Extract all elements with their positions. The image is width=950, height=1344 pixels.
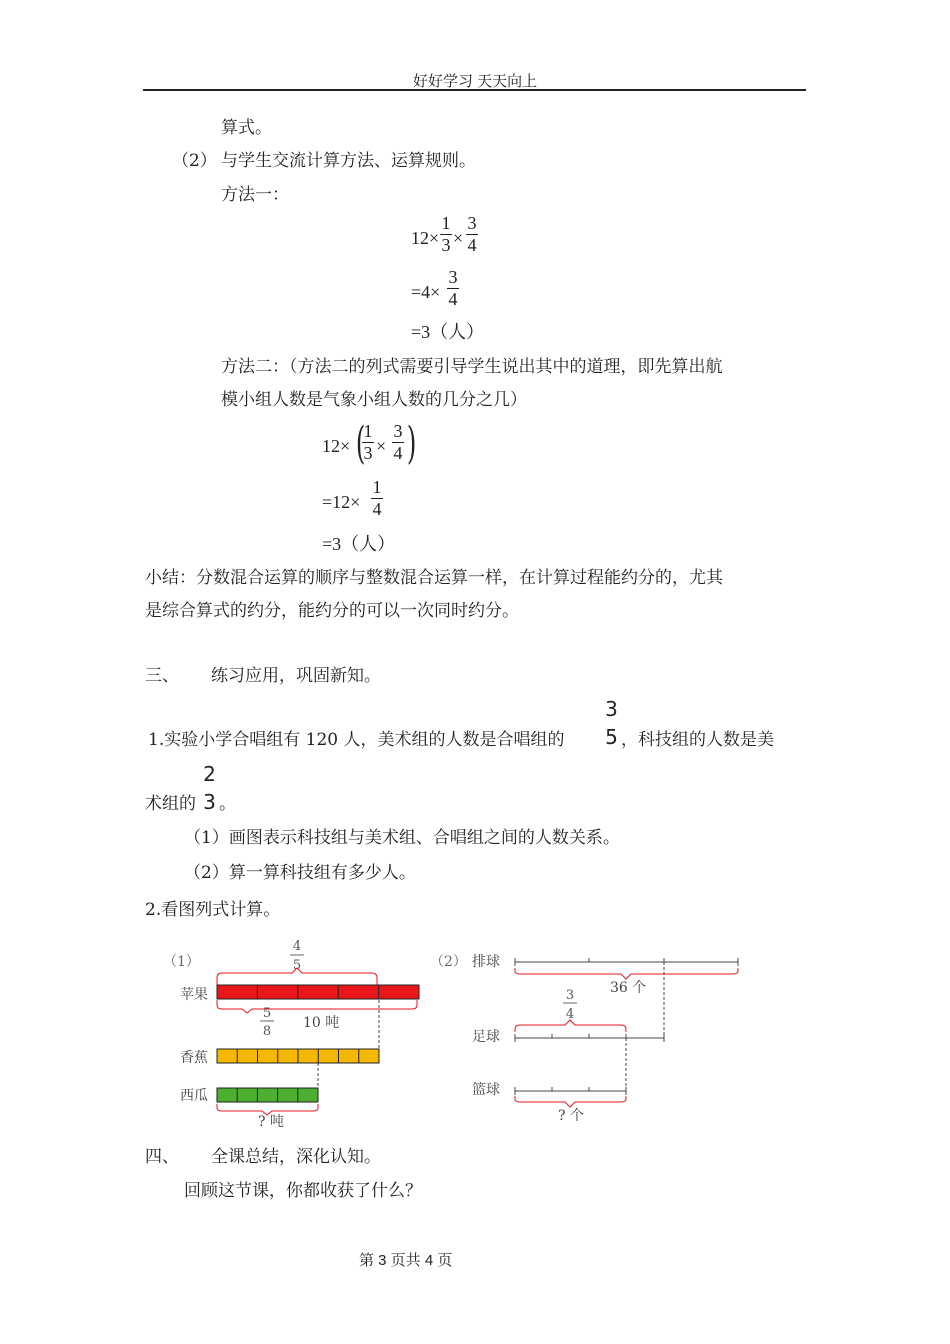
m2-r1-b: × bbox=[376, 436, 387, 456]
d1-apple-bar bbox=[217, 985, 419, 999]
d2-count-label: 36 个 bbox=[610, 980, 647, 996]
summary-line-1: 小结：分数混合运算的顺序与整数混合运算一样，在计算过程能约分的，尤其 bbox=[145, 568, 723, 588]
problem-1-text-d: 。 bbox=[219, 794, 236, 814]
problem-1-text-a: 1.实验小学合唱组有 120 人，美术组的人数是合唱组的 bbox=[148, 730, 565, 750]
m1-fraction-3: 3 4 bbox=[448, 267, 458, 309]
d1-tons-label: 10 吨 bbox=[303, 1015, 340, 1031]
m2-right-paren: ) bbox=[406, 418, 417, 469]
m1-r1-a: 12× bbox=[411, 228, 440, 248]
item-2-number: （2） bbox=[172, 151, 217, 171]
diagram-1-label: （1） bbox=[163, 954, 200, 970]
d1-top-fraction-numerator: 4 bbox=[292, 939, 302, 954]
m2-r2-a: =12× bbox=[322, 492, 361, 512]
d2-football-label: 足球 bbox=[472, 1029, 500, 1045]
problem-1-fraction-3-5: 3 5 bbox=[605, 697, 618, 749]
problem-1-text-c: 术组的 bbox=[145, 794, 196, 814]
m2-r3: =3（人） bbox=[322, 534, 396, 554]
section-4-title: 全课总结，深化认知。 bbox=[211, 1147, 381, 1167]
page-number: 第 3 页共 4 页 bbox=[359, 1252, 453, 1269]
d2-volleyball-line bbox=[515, 958, 738, 966]
line-formula-end: 算式。 bbox=[221, 118, 272, 138]
d1-mid-brace bbox=[217, 1000, 417, 1013]
problem-1-fraction-2-3: 2 3 bbox=[203, 762, 216, 814]
d1-apple-label: 苹果 bbox=[180, 987, 208, 1003]
diagram-2 bbox=[430, 953, 738, 1124]
m1-r2-a: =4× bbox=[411, 282, 441, 302]
section-3-number: 三、 bbox=[145, 666, 179, 686]
problem-2-text: 2.看图列式计算。 bbox=[145, 900, 281, 920]
m1-r3: =3（人） bbox=[411, 322, 485, 342]
d2-fraction-numerator: 3 bbox=[565, 988, 575, 1003]
method-1-label: 方法一： bbox=[221, 185, 289, 205]
d2-football-line bbox=[515, 1034, 664, 1042]
section-4-question: 回顾这节课，你都收获了什么？ bbox=[184, 1181, 422, 1201]
m1-r1-b: × bbox=[453, 228, 464, 248]
m2-left-paren: ( bbox=[355, 418, 366, 469]
d1-top-fraction-denominator: 5 bbox=[292, 958, 302, 973]
section-4-number: 四、 bbox=[145, 1147, 179, 1167]
header-title: 好好学习 天天向上 bbox=[413, 73, 538, 90]
m2-fraction-3: 1 4 bbox=[372, 477, 382, 519]
d1-banana-label: 香蕉 bbox=[180, 1050, 208, 1066]
problem-1-question-2: （2）算一算科技组有多少人。 bbox=[184, 863, 416, 883]
d2-basketball-line bbox=[515, 1087, 626, 1095]
diagram-1 bbox=[163, 939, 419, 1130]
section-3-title: 练习应用，巩固新知。 bbox=[211, 666, 381, 686]
method-2-line-2: 模小组人数是气象小组人数的几分之几） bbox=[221, 390, 527, 410]
d1-mid-fraction-numerator: 5 bbox=[262, 1006, 272, 1021]
summary-line-2: 是综合算式的约分，能约分的可以一次同时约分。 bbox=[145, 601, 519, 621]
d2-volleyball-label: 排球 bbox=[472, 954, 500, 970]
m1-fraction-2: 3 4 bbox=[467, 213, 477, 255]
d1-melon-bar bbox=[217, 1088, 318, 1102]
problem-1-question-1: （1）画图表示科技组与美术组、合唱组之间的人数关系。 bbox=[184, 828, 620, 848]
d2-volleyball-brace bbox=[515, 968, 738, 979]
d2-fraction-denominator: 4 bbox=[565, 1007, 575, 1022]
d2-basketball-label: 篮球 bbox=[472, 1082, 500, 1098]
d1-mid-fraction-denominator: 8 bbox=[262, 1024, 272, 1039]
method-2-line-1: 方法二：（方法二的列式需要引导学生说出其中的道理，即先算出航 bbox=[221, 357, 723, 377]
m1-fraction-1: 1 3 bbox=[441, 213, 451, 255]
d2-question-label: ? 个 bbox=[558, 1108, 584, 1124]
d1-melon-label: 西瓜 bbox=[180, 1088, 208, 1104]
d1-question-label: ? 吨 bbox=[258, 1114, 284, 1130]
m2-r1-a: 12× bbox=[322, 436, 351, 456]
item-2-text: 与学生交流计算方法、运算规则。 bbox=[221, 151, 476, 171]
problem-1-text-b: ，科技组的人数是美 bbox=[621, 730, 774, 750]
diagram-2-label: （2） bbox=[430, 954, 467, 970]
m2-fraction-1: 1 3 bbox=[363, 421, 373, 463]
m2-fraction-2: 3 4 bbox=[393, 421, 403, 463]
d2-basketball-brace bbox=[515, 1096, 626, 1107]
